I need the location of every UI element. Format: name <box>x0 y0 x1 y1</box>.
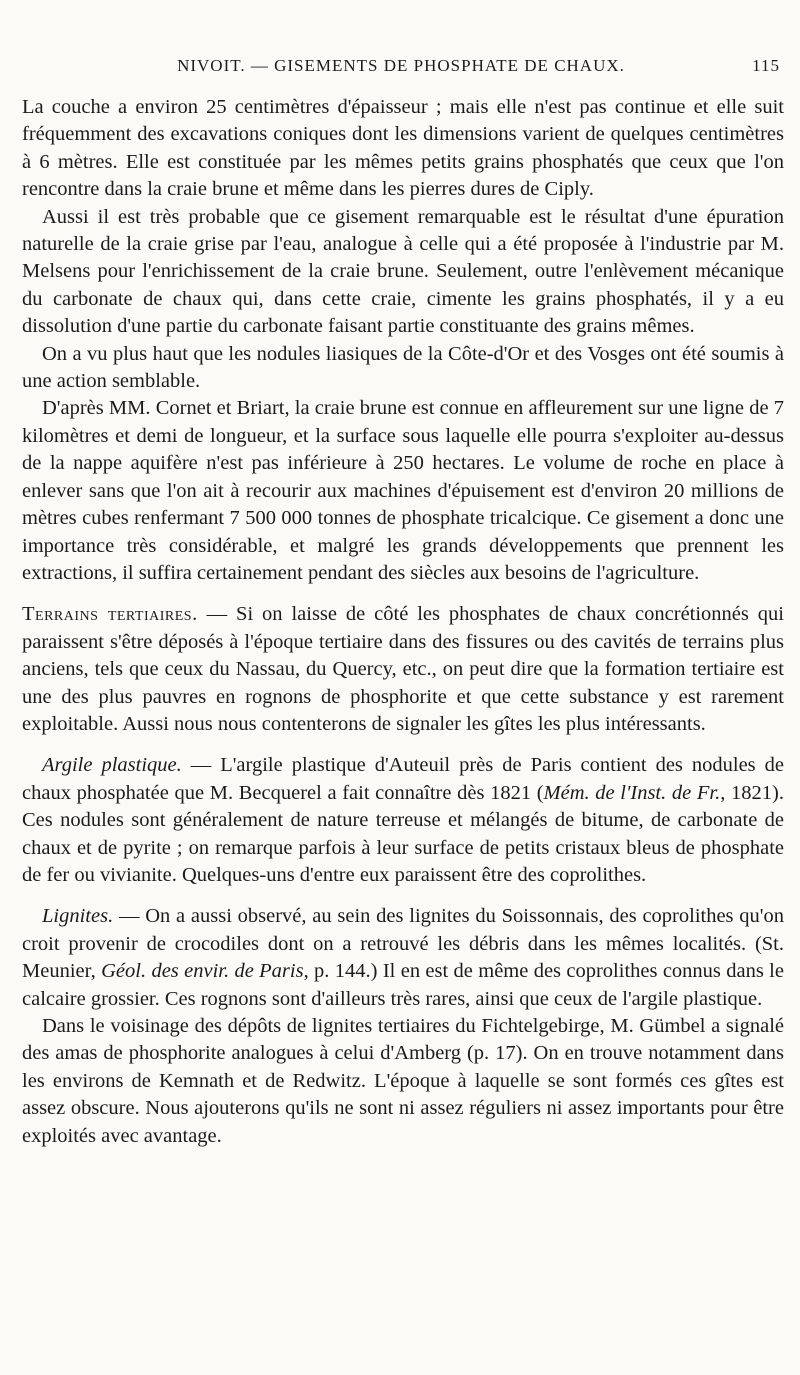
paragraph-3: On a vu plus haut que les nodules liasiques de la Côte-d'Or et des Vosges ont été soumis à une action semblable. <box>22 342 784 393</box>
page-number: 115 <box>752 56 780 75</box>
section-heading-lignites: Lignites. <box>42 905 114 928</box>
paragraph-tertiary <box>22 601 784 738</box>
running-title: NIVOIT. — GISEMENTS DE PHOSPHATE DE CHAUX. <box>177 56 625 75</box>
paragraph-argile-text-b: , 1821). Ces nodules sont généralement de nature terreuse et mélangés de bitume, de carbonate de chaux et de pyrite ; on remarque parfois à leur surface de petits cristaux bleus de phosphate de fer ou vivianite. Quelques-uns d'entre eux paraissent être des coprolithes. <box>22 781 784 886</box>
paragraph-2: Aussi il est très probable que ce gisement remarquable est le résultat d'une épuration naturelle de la craie grise par l'eau, analogue à celle qui a été proposée à l'industrie par M. Melsens pour l'enrichissement de la craie brune. Seulement, outre l'enlèvement mécanique du carbonate de chaux qui, dans cette craie, cimente les grains phosphatés, il y a eu dissolution d'une partie du carbonate faisant partie constituante des grains mêmes. <box>22 205 784 338</box>
paragraph-lignites-text-b: , p. 144.) Il en est de même des coprolithes connus dans le calcaire grossier. Ces rognons sont d'ailleurs très rares, ainsi que ceux de l'argile plastique. <box>22 960 784 1010</box>
paragraph-lignites <box>22 903 784 1013</box>
citation-memoires: Mém. de l'Inst. de Fr. <box>543 781 721 804</box>
section-heading-tertiary: Terrains tertiaires. <box>22 603 198 626</box>
paragraph-fichtelgebirge: Dans le voisinage des dépôts de lignites tertiaires du Fichtelgebirge, M. Gümbel a signalé des amas de phosphorite analogues à celui d'Amberg (p. 17). On en trouve notamment dans les environs de Kemnath et de Redwitz. L'époque à laquelle se sont formés ces gîtes est assez obscure. Nous ajouterons qu'ils ne sont ni assez réguliers ni assez importants pour être exploités avec avantage. <box>22 1015 784 1147</box>
section-heading-argile: Argile plastique. <box>42 754 182 777</box>
paragraph-4: D'après MM. Cornet et Briart, la craie brune est connue en affleurement sur une ligne de 7 kilomètres et demi de longueur, et la surface sous laquelle elle pourra s'exploiter au-dessus de la nappe aquifère n'est pas inférieure à 250 hectares. Le volume de roche en place à enlever sans que l'on ait à recourir aux machines d'épuisement est d'environ 20 millions de mètres cubes renfermant 7 500 000 tonnes de phosphate tricalcique. Ce gisement a donc une importance très considérable, et malgré les grands développements que prennent les extractions, il suffira certainement pendant des siècles aux besoins de l'agriculture. <box>22 397 784 584</box>
page-header <box>22 56 780 86</box>
paragraph-argile-text-a: — L'argile plastique d'Auteuil près de Paris contient des nodules de chaux phosphatée que M. Becquerel a fait connaître dès 1821 ( <box>22 754 784 804</box>
page-body <box>22 94 784 1150</box>
paragraph-tertiary-text: — Si on laisse de côté les phosphates de chaux concrétionnés qui paraissent s'être déposés à l'époque tertiaire dans des fissures ou des cavités de terrains plus anciens, tels que ceux du Nassau, du Quercy, etc., on peut dire que la formation tertiaire est une des plus pauvres en rognons de phosphorite et que cette substance y est rarement exploitable. Aussi nous nous contenterons de signaler les gîtes les plus intéressants. <box>22 603 784 735</box>
paragraph-argile <box>22 752 784 889</box>
paragraph-lignites-text-a: — On a aussi observé, au sein des lignites du Soissonnais, des coprolithes qu'on croit provenir de crocodiles dont on a retrouvé les débris dans les mêmes localités. (St. Meunier, <box>22 905 784 983</box>
citation-geologie: Géol. des envir. de Paris <box>101 960 304 983</box>
paragraph-1: La couche a environ 25 centimètres d'épaisseur ; mais elle n'est pas continue et elle suit fréquemment des excavations coniques dont les dimensions varient de quelques centimètres à 6 mètres. Elle est constituée par les mêmes petits grains phosphatés que ceux que l'on rencontre dans la craie brune et même dans les pierres dures de Ciply. <box>22 96 784 201</box>
